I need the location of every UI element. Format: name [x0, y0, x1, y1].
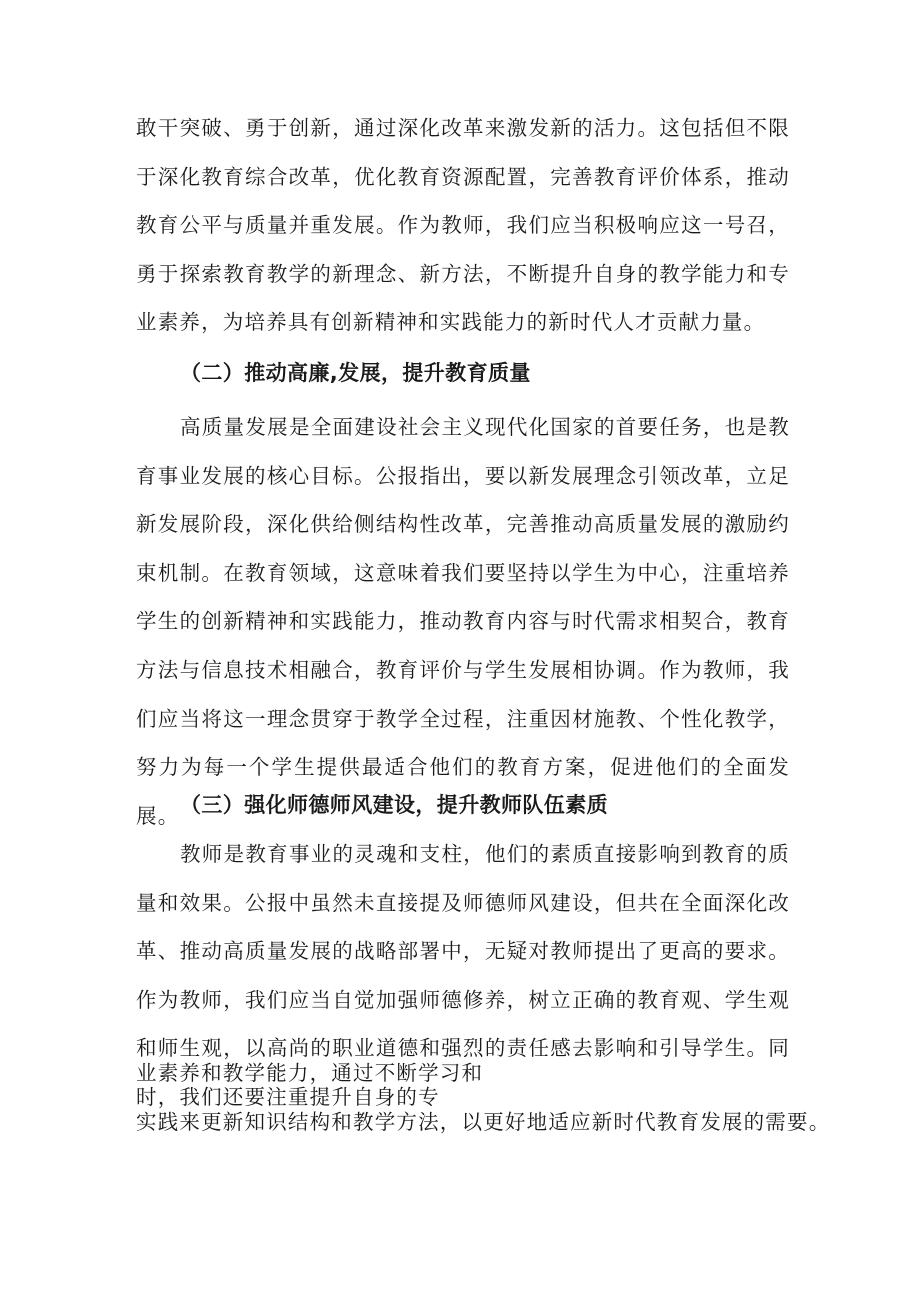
- paragraph-quality-development: 高质量发展是全面建设社会主义现代化国家的首要任务，也是教育事业发展的核心目标。公报指出，要以新发展理念引领改革，立足新发展阶段，深化供给侧结构性改革，完善推动高质量发展的激励约束机制。在教育领域，这意味着我们要坚持以学生为中心，注重培养学生的创新精神和实践能力，推动教育内容与时代需求相契合，教育方法与信息技术相融合，教育评价与学生发展相协调。作为教师，我们应当将这一理念贯穿于教学全过程，注重因材施教、个性化教学，努力为每一个学生提供最适合他们的教育方案，促进他们的全面发展。: [136, 415, 790, 828]
- section-heading-3: （三）强化师德师风建设，提升教师队伍素质: [180, 793, 608, 817]
- paragraph-teacher-ethics-line-a: 业素养和教学能力，通过不断学习和: [136, 1061, 484, 1085]
- paragraph-teacher-ethics-line-b: 实践来更新知识结构和教学方法，以更好地适应新时代教育发展的需要。: [136, 1110, 831, 1134]
- paragraph-teacher-ethics: 教师是教育事业的灵魂和支柱，他们的素质直接影响到教育的质量和效果。公报中虽然未直接提及师德师风建设，但共在全面深化改革、推动高质量发展的战略部署中，无疑对教师提出了更高的要求。作为教师，我们应当自觉加强师德修养，树立正确的教育观、学生观和师生观，以高尚的职业道德和强烈的责任感去影响和引导学生。同时，我们还要注重提升自身的专: [136, 842, 790, 1109]
- section-heading-2: （二）推动高廉,发展，提升教育质量: [180, 361, 531, 385]
- paragraph-innovation: 敢干突破、勇于创新，通过深化改革来激发新的活力。这包括但不限于深化教育综合改革，优化教育资源配置，完善教育评价体系，推动教育公平与质量并重发展。作为教师，我们应当积极响应这一号召，勇于探索教育教学的新理念、新方法，不断提升自身的教学能力和专业素养，为培养具有创新精神和实践能力的新时代人才贡献力量。: [136, 116, 790, 335]
